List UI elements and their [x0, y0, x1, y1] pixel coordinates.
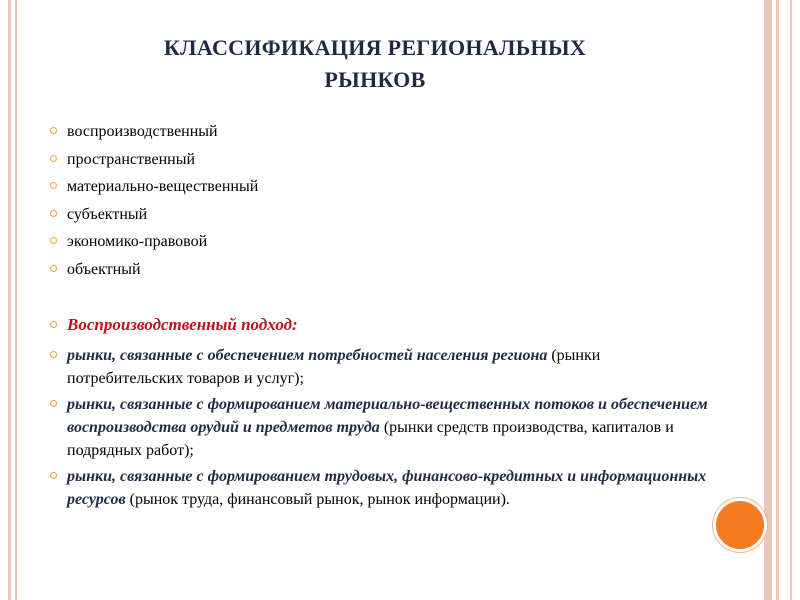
approach-item-bold: рынки, связанные с обеспечением потребностей населения региона [67, 347, 548, 364]
list-item-text: субъектный [67, 205, 148, 223]
bullet-circle-icon [50, 400, 57, 407]
slide-title-line-2: РЫНКОВ [324, 67, 426, 92]
approach-heading-text: Воспроизводственный подход: [67, 315, 298, 334]
bullet-circle-icon [50, 155, 57, 162]
list-item [50, 146, 700, 174]
bullet-circle-icon [50, 210, 57, 217]
approach-item [50, 344, 710, 390]
bullet-circle-icon [50, 127, 57, 134]
approach-item-normal: (рынки потребительских товаров и услуг); [67, 347, 601, 387]
list-item [50, 201, 700, 229]
bullet-circle-icon [50, 351, 57, 358]
list-item-text: экономико-правовой [67, 233, 208, 250]
list-item [50, 228, 700, 256]
list-item-text: пространственный [67, 150, 196, 168]
frame-line-right [764, 0, 772, 600]
list-item [50, 173, 700, 201]
bullet-circle-icon [50, 472, 57, 479]
slide-title-line-1: КЛАССИФИКАЦИЯ РЕГИОНАЛЬНЫХ [163, 35, 587, 60]
frame-line-left-inner [15, 0, 17, 600]
bullet-circle-icon [50, 182, 57, 189]
classification-list [50, 118, 700, 283]
list-item-text: воспроизводственный [67, 123, 218, 140]
list-item [50, 256, 700, 284]
frame-line-right-outer [790, 0, 792, 600]
bullet-circle-icon [50, 237, 57, 244]
approach-item-bold: рынки, связанные с формированием материально-вещественных потоков и обеспечением воспроизводства орудий и предметов труда [67, 396, 708, 436]
slide-title [60, 32, 690, 96]
bullet-circle-icon [50, 321, 57, 328]
approach-heading [50, 312, 710, 339]
list-item-text: объектный [67, 260, 141, 278]
approach-item-normal: (рынок труда, финансовый рынок, рынок информации). [125, 491, 510, 508]
list-item [50, 118, 700, 146]
bullet-circle-icon [50, 265, 57, 272]
approach-item [50, 465, 710, 511]
frame-line-left [8, 0, 11, 600]
approach-item-bold: рынки, связанные с формированием трудовых, финансово-кредитных и информационных ресурсов [67, 468, 707, 508]
list-item-text: материально-вещественный [67, 178, 259, 195]
approach-item [50, 393, 710, 462]
approach-item-normal: (рынки средств производства, капиталов и подрядных работ); [67, 419, 674, 459]
frame-line-right-inner [776, 0, 779, 600]
approach-section [50, 312, 710, 514]
accent-circle-decoration [713, 498, 767, 552]
